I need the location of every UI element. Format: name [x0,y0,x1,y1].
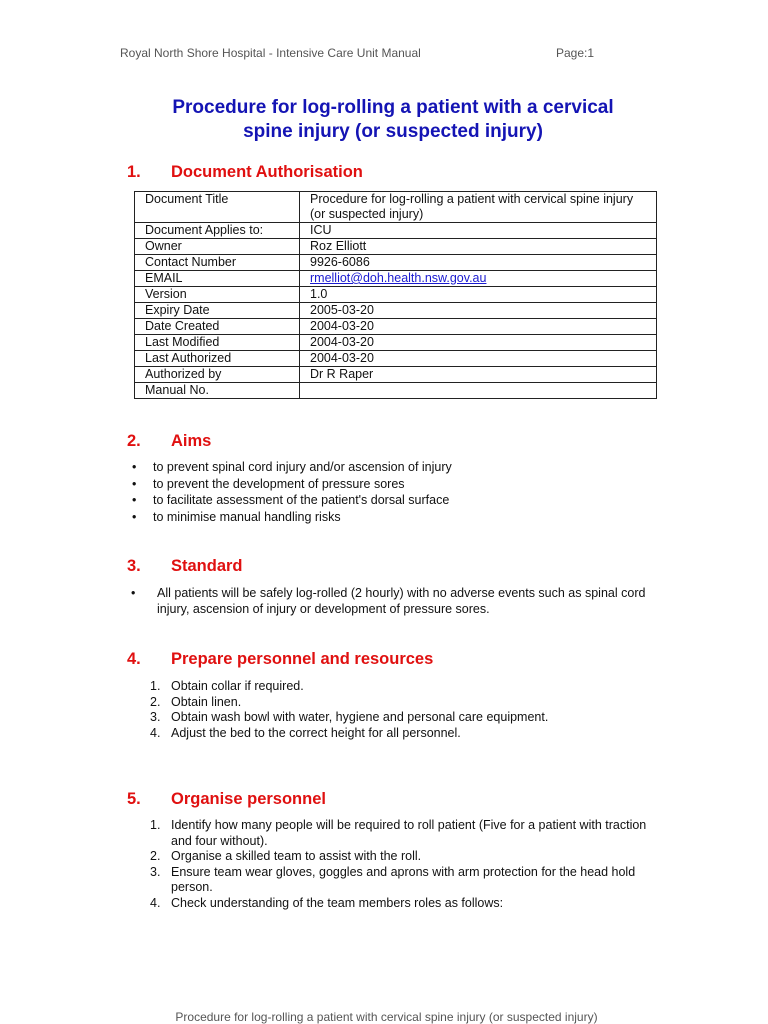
list-item [132,492,452,509]
list-item-number: 1. [150,679,161,693]
list-item-text: Organise a skilled team to assist with the roll. [171,849,422,864]
document-title [120,96,666,144]
table-row [135,383,657,399]
table-label-cell: Authorized by [135,367,300,383]
section-title: Standard [171,557,243,575]
section-heading-authorisation [127,163,363,182]
standard-statement [131,586,671,617]
section-number: 1. [127,163,141,181]
table-row [135,271,657,287]
table-value-cell: 2004-03-20 [300,335,657,351]
bullet-icon: • [132,476,137,491]
list-item-number: 3. [150,864,161,879]
section-title: Prepare personnel and resources [171,650,434,668]
table-row [135,255,657,271]
table-value-cell: 2005-03-20 [300,303,657,319]
list-item-text: Obtain collar if required. [171,679,304,693]
section-number: 3. [127,557,141,575]
list-item-number: 1. [150,818,161,832]
document-title-line-2: spine injury (or suspected injury) [243,121,543,142]
section-title: Aims [171,432,212,450]
section-title: Document Authorisation [171,163,363,181]
section-number: 4. [127,650,141,668]
table-value-cell: ICU [300,223,657,239]
table-value-cell: Dr R Raper [300,367,657,383]
table-label-cell: Manual No. [135,383,300,399]
table-label-cell: Document Title [135,192,300,223]
list-item [150,849,650,865]
table-row [135,239,657,255]
page-footer: Procedure for log-rolling a patient with cervical spine injury (or suspected injury) [175,1010,598,1024]
list-item-number: 4. [150,895,161,910]
table-value-cell: Roz Elliott [300,239,657,255]
table-row [135,335,657,351]
table-value-cell: 2004-03-20 [300,351,657,367]
table-value-cell [300,383,657,399]
table-label-cell: Version [135,287,300,303]
section-heading-standard [127,557,243,576]
table-value-cell: 2004-03-20 [300,319,657,335]
list-item-number: 2. [150,849,161,864]
list-item-text: Obtain linen. [171,694,242,709]
email-link[interactable]: rmelliot@doh.health.nsw.gov.au [310,271,487,285]
table-value-cell: 1.0 [300,287,657,303]
list-item-text: to prevent spinal cord injury and/or ascension of injury [153,460,452,474]
list-item-text: to prevent the development of pressure sores [153,476,405,491]
table-row [135,319,657,335]
list-item [150,865,650,896]
table-label-cell: Date Created [135,319,300,335]
table-value-cell [300,271,657,287]
table-label-cell: Expiry Date [135,303,300,319]
bullet-icon: • [132,509,137,524]
table-row [135,223,657,239]
list-item-number: 2. [150,694,161,709]
table-label-cell: EMAIL [135,271,300,287]
list-item [150,710,630,726]
table-row [135,287,657,303]
table-label-cell: Last Authorized [135,351,300,367]
section-number: 5. [127,790,141,808]
document-title-line-1: Procedure for log-rolling a patient with a cervical [172,97,614,118]
authorisation-table [134,191,657,399]
list-item-number: 4. [150,725,161,740]
table-value-cell: Procedure for log-rolling a patient with cervical spine injury (or suspected injury) [300,192,657,223]
section-heading-aims [127,432,211,451]
table-row [135,351,657,367]
list-item-text: Check understanding of the team members roles as follows: [171,895,504,910]
list-item [132,459,452,476]
list-item-text: to facilitate assessment of the patient's dorsal surface [153,493,450,507]
table-row [135,192,657,223]
bullet-icon: • [131,586,136,600]
section-heading-prepare [127,650,433,669]
list-item-number: 3. [150,710,161,725]
table-row [135,303,657,319]
standard-text: All patients will be safely log-rolled (2 hourly) with no adverse events such as spinal cord injury, ascension of injury or development of pressure sores. [157,586,646,616]
section-heading-organise [127,790,326,809]
organise-list [150,818,650,912]
table-label-cell: Document Applies to: [135,223,300,239]
list-item-text: Obtain wash bowl with water, hygiene and personal care equipment. [171,710,549,725]
table-label-cell: Last Modified [135,335,300,351]
table-label-cell: Contact Number [135,255,300,271]
section-title: Organise personnel [171,790,326,808]
prepare-list [150,679,630,741]
list-item-text: Adjust the bed to the correct height for all personnel. [171,725,461,740]
bullet-icon: • [132,493,137,507]
list-item [150,679,630,695]
running-header-title: Royal North Shore Hospital - Intensive Care Unit Manual [120,46,421,60]
section-number: 2. [127,432,141,450]
list-item [132,476,452,493]
list-item [132,509,452,526]
list-item [150,695,630,711]
page-number: Page:1 [556,46,595,60]
list-item-text: to minimise manual handling risks [153,509,341,524]
list-item-text: Ensure team wear gloves, goggles and aprons with arm protection for the head hold person. [171,864,636,895]
list-item [150,726,630,742]
aims-list [132,459,452,525]
bullet-icon: • [132,460,137,474]
list-item-text: Identify how many people will be required to roll patient (Five for a patient with traction and four without). [171,818,647,848]
table-value-cell: 9926-6086 [300,255,657,271]
table-row [135,367,657,383]
list-item [150,818,650,849]
table-label-cell: Owner [135,239,300,255]
list-item [150,896,650,912]
